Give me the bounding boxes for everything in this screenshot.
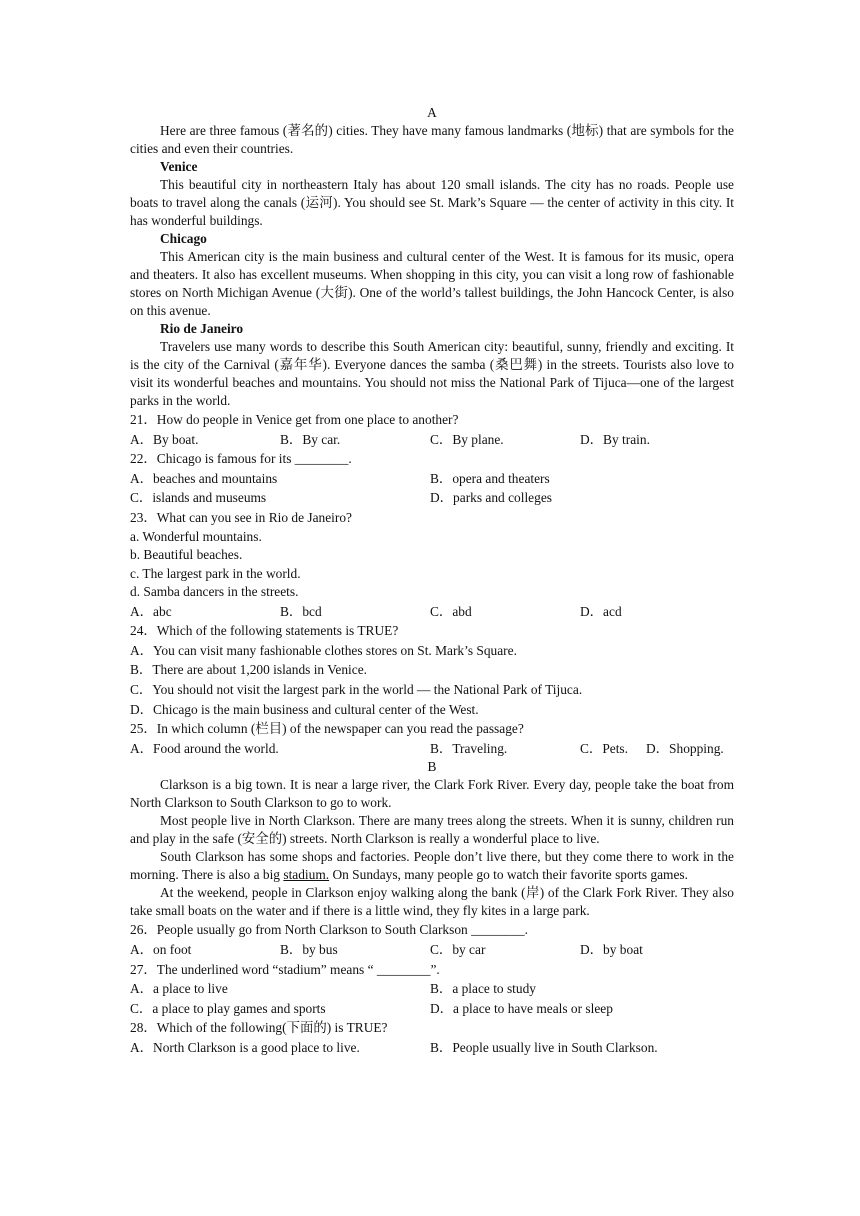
passage-b-p3	[130, 848, 734, 884]
question-23: 23．What can you see in Rio de Janeiro?	[130, 509, 352, 525]
q26-option-c: C．by car	[430, 941, 486, 957]
city-heading-rio: Rio de Janeiro	[160, 321, 244, 336]
q22-option-c: C．islands and museums	[130, 490, 267, 506]
q27-option-c: C．a place to play games and sports	[130, 1000, 326, 1016]
question-22: 22．Chicago is famous for its ________.	[130, 451, 352, 467]
question-27: 27．The underlined word “stadium” means “ ________”.	[130, 961, 440, 977]
passage-a-intro: Here are three famous (著名的) cities. They have many famous landmarks (地标) that are symbols for the cities and even their countries.	[130, 123, 734, 156]
q23-sub-a: a. Wonderful mountains.	[130, 528, 262, 544]
q24-option-c: C．You should not visit the largest park in the world — the National Park of Tijuca.	[130, 681, 583, 697]
passage-b-label: B	[427, 759, 437, 775]
question-28: 28．Which of the following(下面的) is TRUE?	[130, 1020, 388, 1036]
question-26: 26．People usually go from North Clarkson to South Clarkson ________.	[130, 922, 528, 938]
q21-option-c: C．By plane.	[430, 431, 504, 447]
q22-option-d: D．parks and colleges	[430, 490, 552, 506]
q25-option-d: D．Shopping.	[646, 740, 724, 756]
q23-option-b: B．bcd	[280, 603, 322, 619]
q26-option-b: B．by bus	[280, 941, 338, 957]
question-25-options	[130, 739, 734, 759]
question-27-options-row2	[130, 999, 734, 1019]
question-24: 24．Which of the following statements is TRUE?	[130, 623, 399, 639]
q22-option-a: A．beaches and mountains	[130, 470, 278, 486]
underlined-word-stadium: stadium.	[283, 867, 330, 883]
q23-sub-b: b. Beautiful beaches.	[130, 547, 243, 563]
question-22-options-row1	[130, 469, 734, 489]
q25-option-b: B．Traveling.	[430, 740, 508, 756]
document-page	[130, 104, 734, 1057]
question-28-options	[130, 1038, 734, 1058]
city-text-rio: Travelers use many words to describe this South American city: beautiful, sunny, friendly and exciting. It is the city of the Carnival (嘉年华). Everyone dances the samba (桑巴舞) in the streets. Tourists also love to visit its wonderful beaches and mountains. You should not miss the National Park of Tijuca—one of the largest parks in the world.	[130, 339, 734, 408]
q23-option-d: D．acd	[580, 603, 622, 619]
q23-option-a: A．abc	[130, 603, 172, 619]
passage-b-p4: At the weekend, people in Clarkson enjoy walking along the bank (岸) of the Clark Fork River. They also take small boats on the water and if there is a little wind, they fly kites in a large park.	[130, 885, 734, 919]
q26-option-d: D．by boat	[580, 941, 643, 957]
q24-option-a: A．You can visit many fashionable clothes stores on St. Mark’s Square.	[130, 642, 517, 658]
q27-option-b: B．a place to study	[430, 981, 536, 997]
q23-sub-d: d. Samba dancers in the streets.	[130, 584, 299, 600]
q24-option-d: D．Chicago is the main business and cultural center of the West.	[130, 701, 479, 717]
question-25: 25．In which column (栏目) of the newspaper can you read the passage?	[130, 721, 524, 737]
question-21: 21．How do people in Venice get from one place to another?	[130, 412, 459, 427]
city-text-venice: This beautiful city in northeastern Italy has about 120 small islands. The city has no roads. People use boats to travel along the canals (运河). You should see St. Mark’s Square — the center of activity in this city. It has wonderful buildings.	[130, 177, 734, 228]
q21-option-d: D．By train.	[580, 431, 650, 447]
city-text-chicago: This American city is the main business and cultural center of the West. It is famous for its music, opera and theaters. It also has excellent museums. When shopping in this city, you can visit a long row of fashionable stores on North Michigan Avenue (大街). One of the world’s tallest buildings, the John Hancock Center, is also on this avenue.	[130, 249, 734, 318]
question-27-options-row1	[130, 979, 734, 999]
passage-b-p2: Most people live in North Clarkson. There are many trees along the streets. When it is sunny, children run and play in the safe (安全的) streets. North Clarkson is really a wonderful place to live.	[130, 813, 734, 847]
q27-option-a: A．a place to live	[130, 981, 228, 997]
q23-option-c: C．abd	[430, 603, 472, 619]
question-22-options-row2	[130, 488, 734, 508]
q28-option-a: A．North Clarkson is a good place to live.	[130, 1039, 360, 1055]
question-23-options	[130, 602, 734, 622]
q22-option-b: B．opera and theaters	[430, 470, 550, 486]
q21-option-a: A．By boat.	[130, 431, 199, 447]
q25-option-a: A．Food around the world.	[130, 740, 279, 756]
passage-b-p1: Clarkson is a big town. It is near a large river, the Clark Fork River. Every day, people take the boat from North Clarkson to South Clarkson to go to work.	[130, 777, 734, 811]
q26-option-a: A．on foot	[130, 941, 192, 957]
passage-b-p3-after: On Sundays, many people go to watch their favorite sports games.	[329, 867, 688, 883]
q24-option-b: B．There are about 1,200 islands in Venice.	[130, 662, 368, 678]
city-heading-chicago: Chicago	[160, 231, 207, 246]
question-26-options	[130, 940, 734, 960]
q25-option-c: C．Pets.	[580, 740, 628, 756]
q23-sub-c: c. The largest park in the world.	[130, 565, 301, 581]
question-21-options	[130, 430, 734, 450]
q28-option-b: B．People usually live in South Clarkson.	[430, 1039, 658, 1055]
city-heading-venice: Venice	[160, 159, 198, 174]
q27-option-d: D．a place to have meals or sleep	[430, 1000, 613, 1016]
passage-a-label: A	[427, 105, 437, 120]
passage-b-p3-before: South Clarkson has some shops and factories. People don’t live there, but they come there to work in the morning. There is also a big	[130, 849, 734, 883]
q21-option-b: B．By car.	[280, 431, 341, 447]
